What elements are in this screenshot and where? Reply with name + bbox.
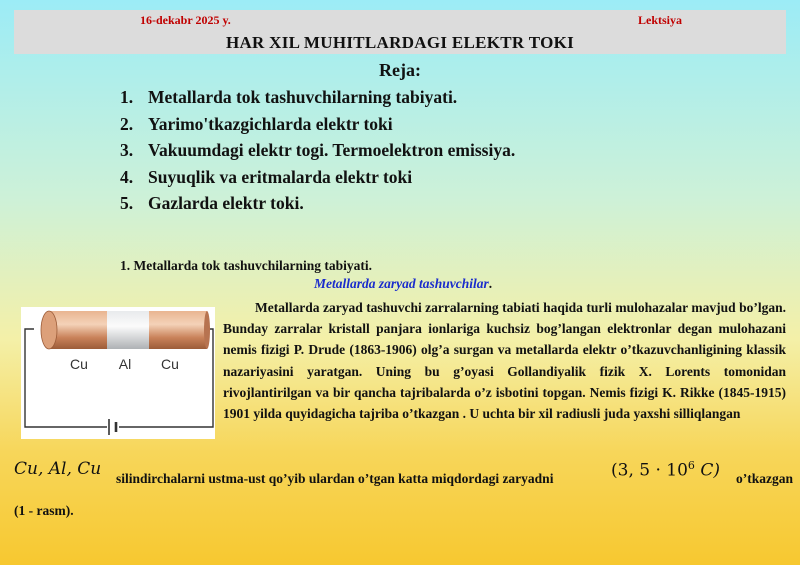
plan-item-text: Metallarda tok tashuvchilarning tabiyati.	[148, 87, 458, 107]
formula-text-after: o’tkazgan	[736, 471, 793, 486]
plan-item-number: 2.	[120, 113, 134, 134]
body-paragraph-text: Metallarda zaryad tashuvchi zarralarning tabiati haqida turli mulohazalar mavjud bo’lgan. Bunday zarralar kristall panjara ionlariga kuchsiz bog’langan elektronlar degan mulohazani nemis fizigi P. Drude (1863-1906) olg’a surgan va metallarda elektr o’tkazuvchanligining klassik nazariyasini yaratgan. Uning bu g’oyasi Gollandiyalik fizik X. Lorents tomonidan rivojlantirilgan va bir qancha tajribalarda o’z isbotini topgan. Nemis fizigi K. Rikke (1845-1915) 1901 yilda quyidagicha tajriba o’tkazgan . U uchta bir xil radiusli juda yaxshi silliqlangan	[223, 300, 786, 422]
plan-item-number: 3.	[120, 140, 134, 160]
charge-exponent: 6	[687, 459, 695, 472]
copper-cylinder-left	[49, 311, 107, 349]
plan-item-number: 1.	[120, 87, 134, 107]
plan-item-text: Yarimo'tkazgichlarda elektr toki	[148, 113, 393, 134]
rikke-experiment-figure	[21, 307, 215, 439]
circuit-diagram	[21, 307, 215, 439]
plan-item	[120, 111, 515, 138]
page-title: HAR XIL MUHITLARDAGI ELEKTR TOKI	[225, 33, 575, 52]
body-paragraph	[223, 297, 786, 424]
subheading-text: Metallarda zaryad tashuvchilar	[314, 276, 489, 291]
copper-cylinder-right	[149, 311, 207, 349]
lecture-type: Lektsiya	[638, 13, 683, 27]
aluminium-cylinder	[107, 311, 149, 349]
plan-list	[120, 84, 515, 217]
section-heading: 1. Metallarda tok tashuvchilarning tabiyati.	[120, 258, 373, 273]
lecture-date: 16-dekabr 2025 y.	[140, 13, 231, 27]
formula-line	[14, 459, 793, 489]
section-subheading	[314, 276, 492, 292]
plan-item	[120, 137, 515, 164]
plan-item-text: Suyuqlik va eritmalarda elektr toki	[148, 166, 413, 187]
plan-item-number: 5.	[120, 193, 134, 213]
plan-heading: Reja:	[379, 60, 421, 80]
elements-formula: Cu, Al, Cu	[14, 459, 102, 479]
plan-item	[120, 190, 515, 217]
charge-mantissa: (3, 5 · 10	[611, 460, 688, 481]
subheading-punct: .	[488, 276, 493, 291]
cylinder-end-face	[41, 311, 57, 349]
label-al: Al	[118, 356, 132, 372]
label-cu-right: Cu	[161, 356, 179, 372]
formula-text-before: silindirchalarni ustma-ust qo’yib ulardan o’tgan katta miqdordagi zaryadni	[116, 471, 554, 486]
plan-item-text: Vakuumdagi elektr togi. Termoelektron emissiya.	[148, 140, 516, 160]
plan-item	[120, 164, 515, 191]
plan-item-number: 4.	[120, 166, 134, 187]
plan-item-text: Gazlarda elektr toki.	[148, 193, 304, 213]
cylinder-end-right	[204, 311, 210, 349]
charge-unit: C)	[694, 460, 720, 481]
label-cu-left: Cu	[70, 356, 88, 372]
plan-item	[120, 84, 515, 111]
charge-formula	[611, 459, 720, 481]
figure-reference: (1 - rasm).	[14, 503, 74, 518]
